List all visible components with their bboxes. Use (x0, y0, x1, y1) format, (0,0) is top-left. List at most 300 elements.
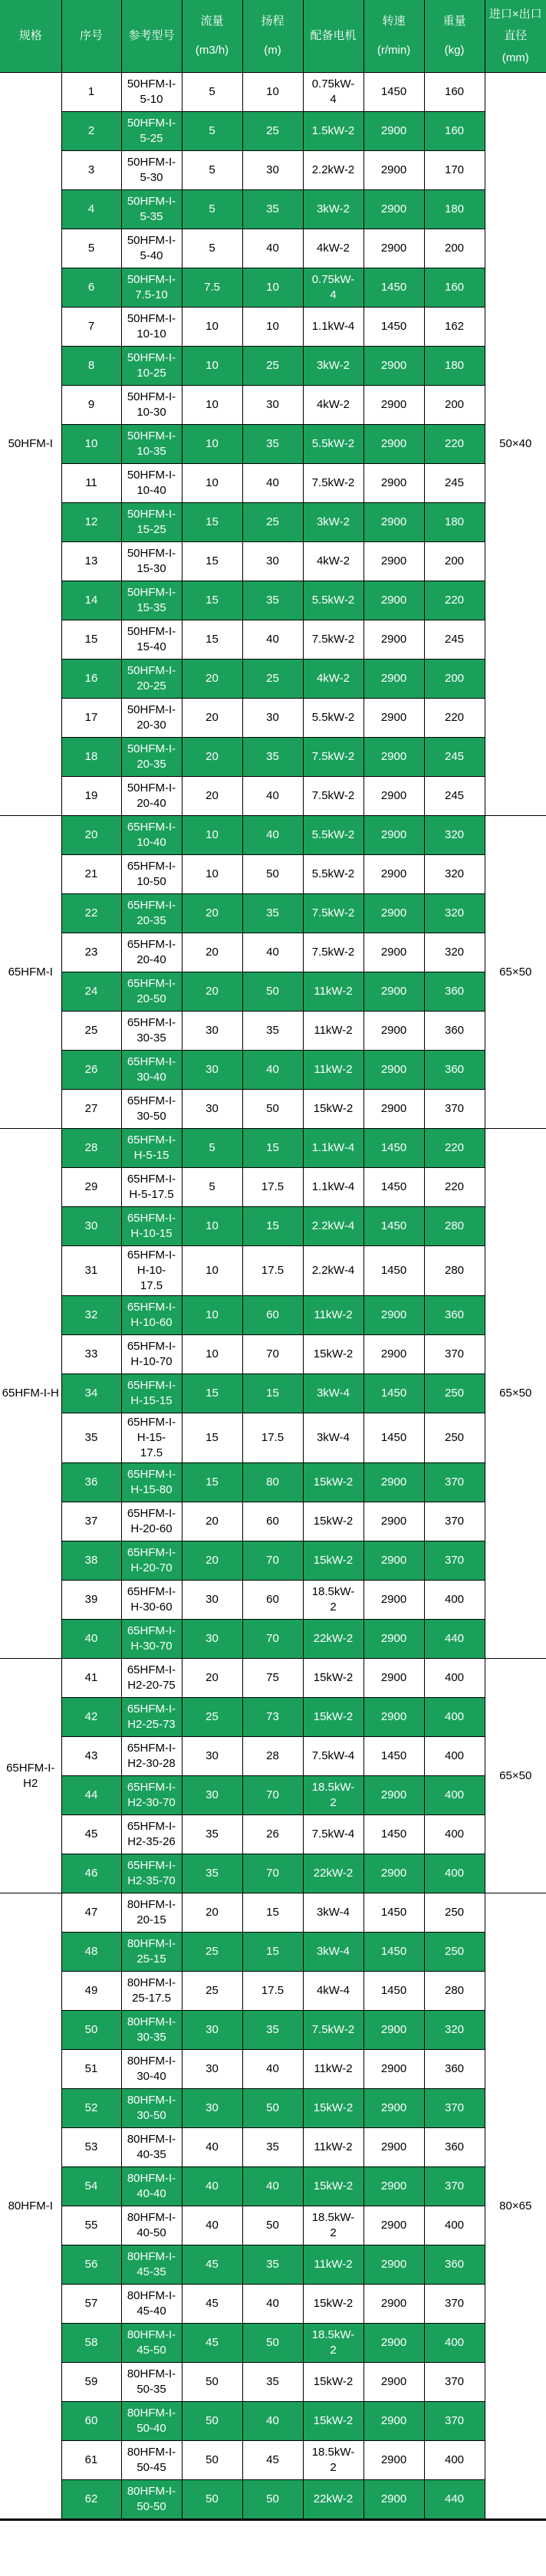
model-cell: 80HFM-I-30-50 (121, 2089, 182, 2128)
speed-cell: 2900 (363, 190, 424, 229)
col-header-label: 流量 (200, 15, 224, 28)
motor-cell: 18.5kW-2 (303, 1776, 363, 1815)
serial-cell: 7 (61, 308, 121, 347)
head-cell: 50 (242, 1090, 303, 1129)
weight-cell: 220 (424, 581, 485, 620)
col-header-label: 扬程 (261, 15, 285, 28)
motor-cell: 15kW-2 (303, 2285, 363, 2324)
head-cell: 70 (242, 1541, 303, 1581)
motor-cell: 15kW-2 (303, 2363, 363, 2402)
speed-cell: 2900 (363, 229, 424, 268)
weight-cell: 360 (424, 1296, 485, 1335)
flow-cell: 5 (182, 1168, 242, 1207)
serial-cell: 39 (61, 1581, 121, 1620)
model-cell: 50HFM-I-20-35 (121, 738, 182, 777)
flow-cell: 50 (182, 2363, 242, 2402)
weight-cell: 320 (424, 2011, 485, 2050)
model-cell: 50HFM-I-15-30 (121, 542, 182, 581)
model-cell: 80HFM-I-50-40 (121, 2402, 182, 2441)
model-cell: 50HFM-I-20-25 (121, 660, 182, 699)
serial-cell: 13 (61, 542, 121, 581)
col-header-unit: (r/min) (377, 44, 411, 57)
motor-cell: 2.2kW-2 (303, 151, 363, 190)
speed-cell: 1450 (363, 308, 424, 347)
speed-cell: 1450 (363, 268, 424, 308)
table-row (0, 1168, 546, 1207)
weight-cell: 370 (424, 2285, 485, 2324)
head-cell: 73 (242, 1698, 303, 1737)
motor-cell: 1.1kW-4 (303, 1168, 363, 1207)
table-row (0, 2480, 546, 2520)
motor-cell: 11kW-2 (303, 1012, 363, 1051)
model-cell: 65HFM-I-20-40 (121, 933, 182, 972)
table-row (0, 1413, 546, 1463)
speed-cell: 2900 (363, 2128, 424, 2167)
head-cell: 26 (242, 1815, 303, 1854)
weight-cell: 400 (424, 1737, 485, 1776)
model-cell: 65HFM-I-20-35 (121, 894, 182, 933)
table-row (0, 738, 546, 777)
col-header-weight (424, 0, 485, 73)
flow-cell: 20 (182, 933, 242, 972)
weight-cell: 245 (424, 738, 485, 777)
flow-cell: 40 (182, 2206, 242, 2245)
flow-cell: 30 (182, 1581, 242, 1620)
motor-cell: 11kW-2 (303, 1296, 363, 1335)
speed-cell: 1450 (363, 1246, 424, 1296)
weight-cell: 360 (424, 2128, 485, 2167)
motor-cell: 4kW-4 (303, 1972, 363, 2011)
flow-cell: 30 (182, 2011, 242, 2050)
speed-cell: 2900 (363, 2167, 424, 2206)
serial-cell: 44 (61, 1776, 121, 1815)
head-cell: 10 (242, 268, 303, 308)
speed-cell: 2900 (363, 425, 424, 464)
motor-cell: 7.5kW-2 (303, 894, 363, 933)
model-cell: 80HFM-I-25-15 (121, 1933, 182, 1972)
speed-cell: 2900 (363, 1502, 424, 1541)
weight-cell: 360 (424, 1051, 485, 1090)
head-cell: 40 (242, 933, 303, 972)
flow-cell: 20 (182, 699, 242, 738)
weight-cell: 370 (424, 1335, 485, 1374)
speed-cell: 2900 (363, 660, 424, 699)
serial-cell: 18 (61, 738, 121, 777)
flow-cell: 10 (182, 1207, 242, 1246)
motor-cell: 5.5kW-2 (303, 816, 363, 855)
motor-cell: 3kW-4 (303, 1893, 363, 1933)
serial-cell: 1 (61, 73, 121, 112)
table-row (0, 464, 546, 503)
weight-cell: 245 (424, 620, 485, 660)
serial-cell: 19 (61, 777, 121, 816)
head-cell: 80 (242, 1463, 303, 1502)
model-cell: 50HFM-I-10-25 (121, 347, 182, 386)
table-row (0, 1776, 546, 1815)
speed-cell: 2900 (363, 386, 424, 425)
serial-cell: 42 (61, 1698, 121, 1737)
serial-cell: 60 (61, 2402, 121, 2441)
model-cell: 80HFM-I-40-40 (121, 2167, 182, 2206)
table-row (0, 1502, 546, 1541)
head-cell: 25 (242, 660, 303, 699)
spec-cell: 65HFM-I-H2 (0, 1659, 61, 1893)
flow-cell: 15 (182, 620, 242, 660)
serial-cell: 2 (61, 112, 121, 151)
serial-cell: 14 (61, 581, 121, 620)
model-cell: 65HFM-I-H-5-15 (121, 1129, 182, 1168)
head-cell: 15 (242, 1893, 303, 1933)
head-cell: 28 (242, 1737, 303, 1776)
serial-cell: 24 (61, 972, 121, 1012)
speed-cell: 2900 (363, 2441, 424, 2480)
serial-cell: 26 (61, 1051, 121, 1090)
table-row (0, 1335, 546, 1374)
model-cell: 65HFM-I-30-35 (121, 1012, 182, 1051)
model-cell: 50HFM-I-15-25 (121, 503, 182, 542)
model-cell: 80HFM-I-45-50 (121, 2324, 182, 2363)
motor-cell: 11kW-2 (303, 1051, 363, 1090)
head-cell: 10 (242, 73, 303, 112)
speed-cell: 1450 (363, 1933, 424, 1972)
model-cell: 80HFM-I-50-45 (121, 2441, 182, 2480)
weight-cell: 440 (424, 2480, 485, 2520)
speed-cell: 2900 (363, 1698, 424, 1737)
weight-cell: 370 (424, 2402, 485, 2441)
motor-cell: 3kW-4 (303, 1374, 363, 1413)
model-cell: 65HFM-I-H-10-70 (121, 1335, 182, 1374)
serial-cell: 27 (61, 1090, 121, 1129)
speed-cell: 2900 (363, 581, 424, 620)
serial-cell: 21 (61, 855, 121, 894)
weight-cell: 180 (424, 503, 485, 542)
flow-cell: 30 (182, 1776, 242, 1815)
weight-cell: 400 (424, 1698, 485, 1737)
table-row (0, 777, 546, 816)
col-header-speed (363, 0, 424, 73)
flow-cell: 10 (182, 816, 242, 855)
table-row (0, 1051, 546, 1090)
motor-cell: 3kW-2 (303, 503, 363, 542)
head-cell: 15 (242, 1207, 303, 1246)
head-cell: 35 (242, 2011, 303, 2050)
table-row (0, 347, 546, 386)
weight-cell: 250 (424, 1374, 485, 1413)
speed-cell: 2900 (363, 1659, 424, 1698)
model-cell: 50HFM-I-10-30 (121, 386, 182, 425)
motor-cell: 3kW-4 (303, 1413, 363, 1463)
serial-cell: 17 (61, 699, 121, 738)
flow-cell: 30 (182, 2050, 242, 2089)
flow-cell: 5 (182, 151, 242, 190)
table-row (0, 2245, 546, 2285)
flow-cell: 20 (182, 1502, 242, 1541)
motor-cell: 3kW-2 (303, 347, 363, 386)
head-cell: 35 (242, 2128, 303, 2167)
flow-cell: 10 (182, 1246, 242, 1296)
weight-cell: 400 (424, 1659, 485, 1698)
flow-cell: 5 (182, 112, 242, 151)
spec-cell: 80HFM-I (0, 1893, 61, 2520)
weight-cell: 400 (424, 2324, 485, 2363)
serial-cell: 8 (61, 347, 121, 386)
speed-cell: 1450 (363, 1815, 424, 1854)
motor-cell: 15kW-2 (303, 2167, 363, 2206)
speed-cell: 2900 (363, 933, 424, 972)
speed-cell: 2900 (363, 2480, 424, 2520)
motor-cell: 5.5kW-2 (303, 581, 363, 620)
speed-cell: 2900 (363, 1776, 424, 1815)
speed-cell: 2900 (363, 1620, 424, 1659)
head-cell: 50 (242, 2480, 303, 2520)
motor-cell: 0.75kW-4 (303, 268, 363, 308)
head-cell: 15 (242, 1933, 303, 1972)
serial-cell: 28 (61, 1129, 121, 1168)
model-cell: 80HFM-I-20-15 (121, 1893, 182, 1933)
col-header-label: 参考型号 (128, 29, 175, 42)
head-cell: 17.5 (242, 1972, 303, 2011)
flow-cell: 50 (182, 2441, 242, 2480)
table-row (0, 1541, 546, 1581)
table-row (0, 2089, 546, 2128)
motor-cell: 7.5kW-4 (303, 1815, 363, 1854)
speed-cell: 2900 (363, 816, 424, 855)
table-row (0, 581, 546, 620)
flow-cell: 20 (182, 894, 242, 933)
flow-cell: 5 (182, 190, 242, 229)
table-row (0, 2011, 546, 2050)
col-header-motor (303, 0, 363, 73)
head-cell: 70 (242, 1620, 303, 1659)
motor-cell: 15kW-2 (303, 2402, 363, 2441)
weight-cell: 220 (424, 699, 485, 738)
col-header-unit: (m) (264, 44, 281, 57)
motor-cell: 15kW-2 (303, 1541, 363, 1581)
table-row (0, 1815, 546, 1854)
flow-cell: 15 (182, 542, 242, 581)
serial-cell: 25 (61, 1012, 121, 1051)
flow-cell: 15 (182, 581, 242, 620)
model-cell: 50HFM-I-5-35 (121, 190, 182, 229)
head-cell: 40 (242, 620, 303, 660)
weight-cell: 200 (424, 229, 485, 268)
table-row (0, 1854, 546, 1893)
col-header-no (61, 0, 121, 73)
table-row (0, 2441, 546, 2480)
serial-cell: 3 (61, 151, 121, 190)
speed-cell: 2900 (363, 1090, 424, 1129)
motor-cell: 22kW-2 (303, 1854, 363, 1893)
serial-cell: 29 (61, 1168, 121, 1207)
flow-cell: 10 (182, 308, 242, 347)
table-row (0, 425, 546, 464)
speed-cell: 2900 (363, 2324, 424, 2363)
flow-cell: 20 (182, 1541, 242, 1581)
model-cell: 80HFM-I-25-17.5 (121, 1972, 182, 2011)
model-cell: 50HFM-I-10-35 (121, 425, 182, 464)
table-row (0, 1698, 546, 1737)
diameter-cell: 80×65 (485, 1893, 546, 2520)
weight-cell: 360 (424, 2050, 485, 2089)
serial-cell: 51 (61, 2050, 121, 2089)
head-cell: 35 (242, 2363, 303, 2402)
weight-cell: 250 (424, 1893, 485, 1933)
model-cell: 65HFM-I-H-15-15 (121, 1374, 182, 1413)
table-row (0, 1207, 546, 1246)
speed-cell: 1450 (363, 1129, 424, 1168)
table-row (0, 112, 546, 151)
serial-cell: 30 (61, 1207, 121, 1246)
weight-cell: 245 (424, 777, 485, 816)
weight-cell: 160 (424, 73, 485, 112)
flow-cell: 30 (182, 1012, 242, 1051)
motor-cell: 7.5kW-2 (303, 738, 363, 777)
motor-cell: 7.5kW-2 (303, 620, 363, 660)
speed-cell: 2900 (363, 1463, 424, 1502)
motor-cell: 18.5kW-2 (303, 2324, 363, 2363)
weight-cell: 370 (424, 1463, 485, 1502)
serial-cell: 12 (61, 503, 121, 542)
weight-cell: 400 (424, 1581, 485, 1620)
motor-cell: 7.5kW-2 (303, 2011, 363, 2050)
flow-cell: 15 (182, 1374, 242, 1413)
diameter-cell: 65×50 (485, 1129, 546, 1659)
model-cell: 65HFM-I-H-10-17.5 (121, 1246, 182, 1296)
head-cell: 17.5 (242, 1413, 303, 1463)
motor-cell: 1.5kW-2 (303, 112, 363, 151)
motor-cell: 7.5kW-2 (303, 464, 363, 503)
flow-cell: 10 (182, 1335, 242, 1374)
table-row (0, 2167, 546, 2206)
head-cell: 40 (242, 777, 303, 816)
model-cell: 50HFM-I-5-10 (121, 73, 182, 112)
speed-cell: 2900 (363, 1051, 424, 1090)
weight-cell: 280 (424, 1246, 485, 1296)
speed-cell: 2900 (363, 855, 424, 894)
flow-cell: 5 (182, 229, 242, 268)
model-cell: 80HFM-I-50-50 (121, 2480, 182, 2520)
model-cell: 80HFM-I-30-35 (121, 2011, 182, 2050)
speed-cell: 2900 (363, 777, 424, 816)
flow-cell: 25 (182, 1972, 242, 2011)
weight-cell: 370 (424, 2363, 485, 2402)
weight-cell: 360 (424, 972, 485, 1012)
speed-cell: 2900 (363, 2050, 424, 2089)
table-row (0, 816, 546, 855)
serial-cell: 10 (61, 425, 121, 464)
model-cell: 50HFM-I-5-40 (121, 229, 182, 268)
serial-cell: 62 (61, 2480, 121, 2520)
motor-cell: 15kW-2 (303, 1502, 363, 1541)
speed-cell: 2900 (363, 1581, 424, 1620)
serial-cell: 57 (61, 2285, 121, 2324)
table-row (0, 1893, 546, 1933)
weight-cell: 360 (424, 2245, 485, 2285)
col-header-unit: (mm) (502, 51, 529, 64)
speed-cell: 2900 (363, 738, 424, 777)
table-row (0, 73, 546, 112)
head-cell: 40 (242, 229, 303, 268)
weight-cell: 162 (424, 308, 485, 347)
table-row (0, 1463, 546, 1502)
motor-cell: 22kW-2 (303, 2480, 363, 2520)
model-cell: 65HFM-I-H-30-60 (121, 1581, 182, 1620)
motor-cell: 15kW-2 (303, 1090, 363, 1129)
table-row (0, 1090, 546, 1129)
speed-cell: 1450 (363, 1972, 424, 2011)
speed-cell: 2900 (363, 699, 424, 738)
motor-cell: 5.5kW-2 (303, 855, 363, 894)
head-cell: 40 (242, 1051, 303, 1090)
motor-cell: 1.1kW-4 (303, 308, 363, 347)
flow-cell: 7.5 (182, 268, 242, 308)
serial-cell: 9 (61, 386, 121, 425)
diameter-cell: 65×50 (485, 1659, 546, 1893)
motor-cell: 1.1kW-4 (303, 1129, 363, 1168)
model-cell: 50HFM-I-10-40 (121, 464, 182, 503)
serial-cell: 20 (61, 816, 121, 855)
flow-cell: 20 (182, 1893, 242, 1933)
weight-cell: 280 (424, 1972, 485, 2011)
flow-cell: 30 (182, 1051, 242, 1090)
flow-cell: 50 (182, 2402, 242, 2441)
table-row (0, 1737, 546, 1776)
motor-cell: 4kW-2 (303, 542, 363, 581)
head-cell: 50 (242, 2324, 303, 2363)
serial-cell: 53 (61, 2128, 121, 2167)
model-cell: 65HFM-I-H-15-17.5 (121, 1413, 182, 1463)
flow-cell: 15 (182, 1413, 242, 1463)
speed-cell: 2900 (363, 1012, 424, 1051)
table-row (0, 660, 546, 699)
table-row (0, 1374, 546, 1413)
model-cell: 80HFM-I-45-35 (121, 2245, 182, 2285)
flow-cell: 10 (182, 386, 242, 425)
weight-cell: 370 (424, 1090, 485, 1129)
speed-cell: 2900 (363, 347, 424, 386)
speed-cell: 2900 (363, 2206, 424, 2245)
weight-cell: 250 (424, 1413, 485, 1463)
weight-cell: 370 (424, 2167, 485, 2206)
serial-cell: 16 (61, 660, 121, 699)
model-cell: 65HFM-I-H-10-15 (121, 1207, 182, 1246)
model-cell: 65HFM-I-20-50 (121, 972, 182, 1012)
head-cell: 40 (242, 2167, 303, 2206)
motor-cell: 7.5kW-4 (303, 1737, 363, 1776)
weight-cell: 220 (424, 1129, 485, 1168)
table-row (0, 503, 546, 542)
head-cell: 50 (242, 2206, 303, 2245)
diameter-cell: 50×40 (485, 73, 546, 816)
serial-cell: 40 (61, 1620, 121, 1659)
table-row (0, 2285, 546, 2324)
table-row (0, 308, 546, 347)
head-cell: 40 (242, 2050, 303, 2089)
table-row (0, 190, 546, 229)
spec-cell: 65HFM-I (0, 816, 61, 1129)
table-row (0, 268, 546, 308)
head-cell: 35 (242, 894, 303, 933)
table-row (0, 620, 546, 660)
table-row (0, 972, 546, 1012)
speed-cell: 2900 (363, 894, 424, 933)
model-cell: 65HFM-I-H2-35-26 (121, 1815, 182, 1854)
motor-cell: 5.5kW-2 (303, 699, 363, 738)
weight-cell: 170 (424, 151, 485, 190)
head-cell: 15 (242, 1374, 303, 1413)
serial-cell: 47 (61, 1893, 121, 1933)
head-cell: 45 (242, 2441, 303, 2480)
